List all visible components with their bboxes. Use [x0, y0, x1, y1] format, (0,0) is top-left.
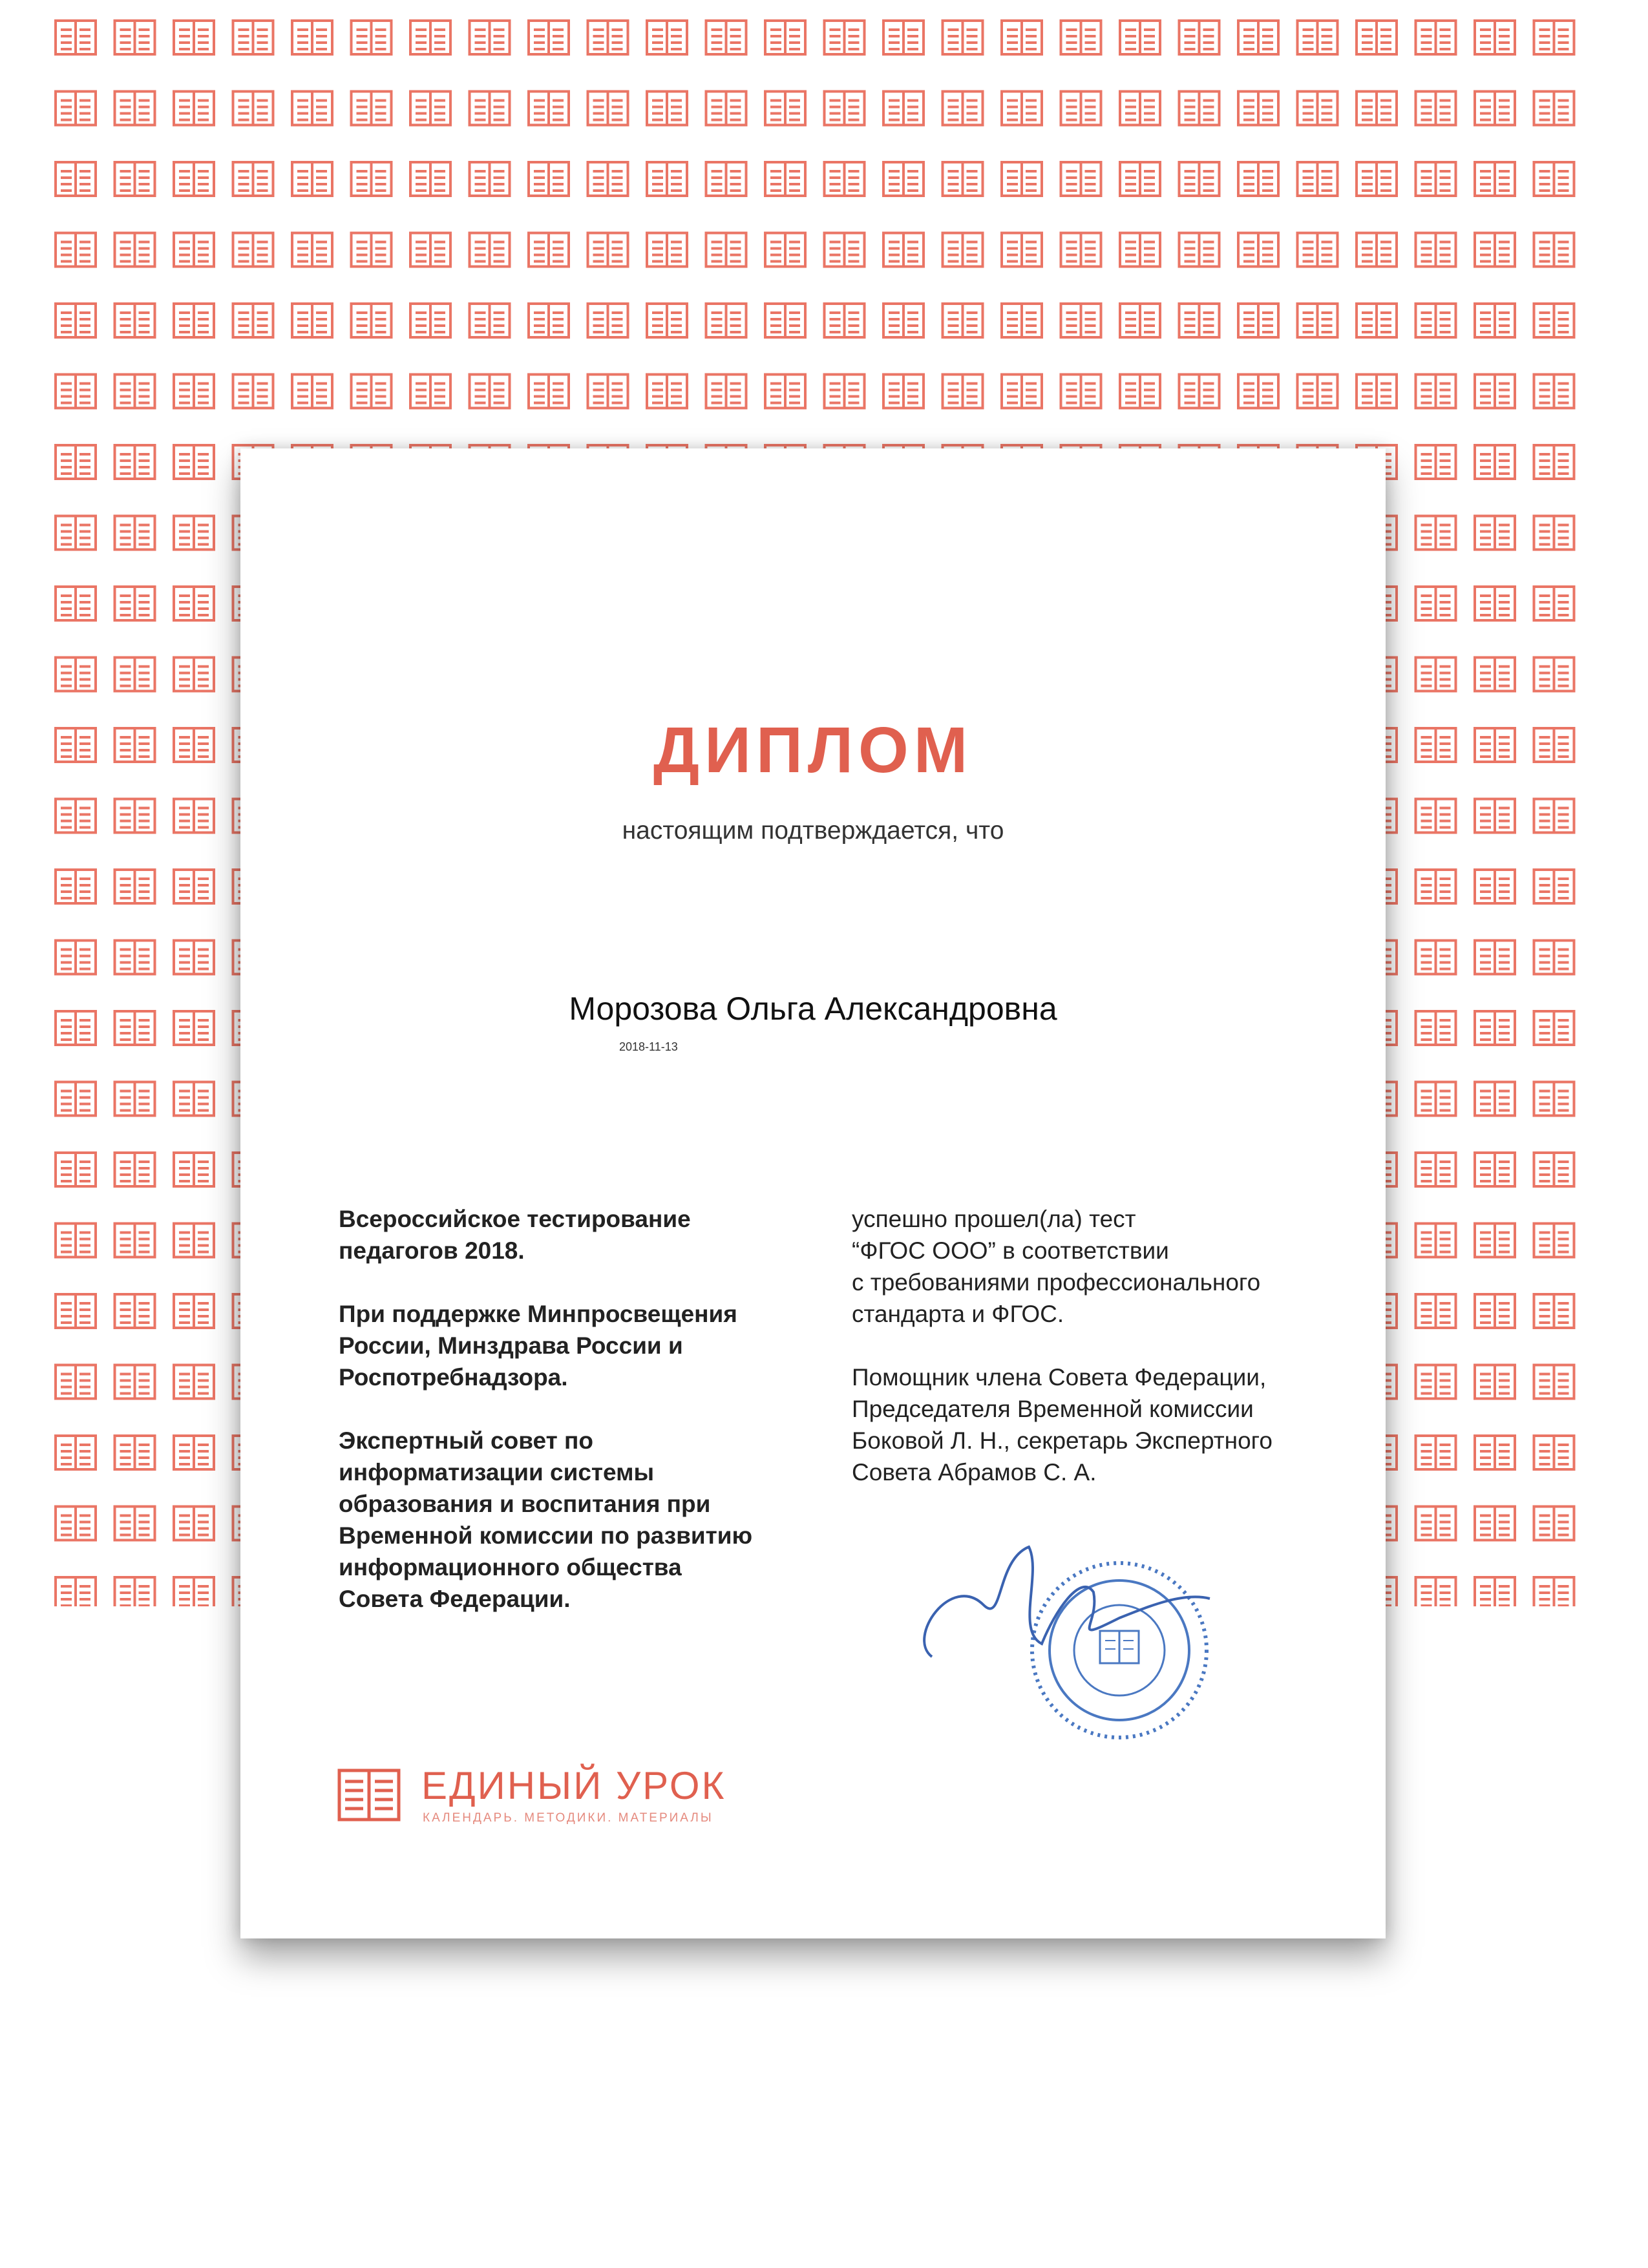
left-paragraph: Всероссийское тестирование педагогов 2018. [339, 1206, 691, 1264]
diploma-sheet [240, 448, 1386, 1938]
right-paragraph: успешно прошел(ла) тест “ФГОС ООО” в соответствии с требованиями профессионального стандарта и ФГОС. [852, 1206, 1261, 1327]
logo-tagline: КАЛЕНДАРЬ. МЕТОДИКИ. МАТЕРИАЛЫ [423, 1811, 713, 1825]
diploma-title: ДИПЛОМ [653, 714, 973, 786]
signature-and-seal [848, 1534, 1300, 1741]
right-paragraph: Помощник члена Совета Федерации, Председателя Временной комиссии Боковой Л. Н., секретарь Экспертного Совета Абрамов С. А. [852, 1364, 1273, 1486]
left-paragraph: Экспертный совет по информатизации системы образования и воспитания при Временной комиссии по развитию информационного общества Совета Федерации. [339, 1427, 753, 1612]
diploma-subtitle: настоящим подтверждается, что [622, 817, 1004, 845]
edinyi-urok-logo [337, 1763, 803, 1834]
handwritten-signature [924, 1547, 1210, 1657]
logo-name: ЕДИНЫЙ УРОК [421, 1764, 726, 1807]
issue-date: 2018-11-13 [619, 1040, 678, 1053]
left-column [339, 1203, 830, 1646]
right-column [852, 1203, 1356, 1520]
round-seal-icon [1032, 1563, 1207, 1738]
left-paragraph: При поддержке Минпросвещения России, Минздрава России и Роспотребнадзора. [339, 1301, 737, 1391]
recipient-name: Морозова Ольга Александровна [569, 991, 1057, 1027]
open-book-icon [337, 1769, 401, 1822]
